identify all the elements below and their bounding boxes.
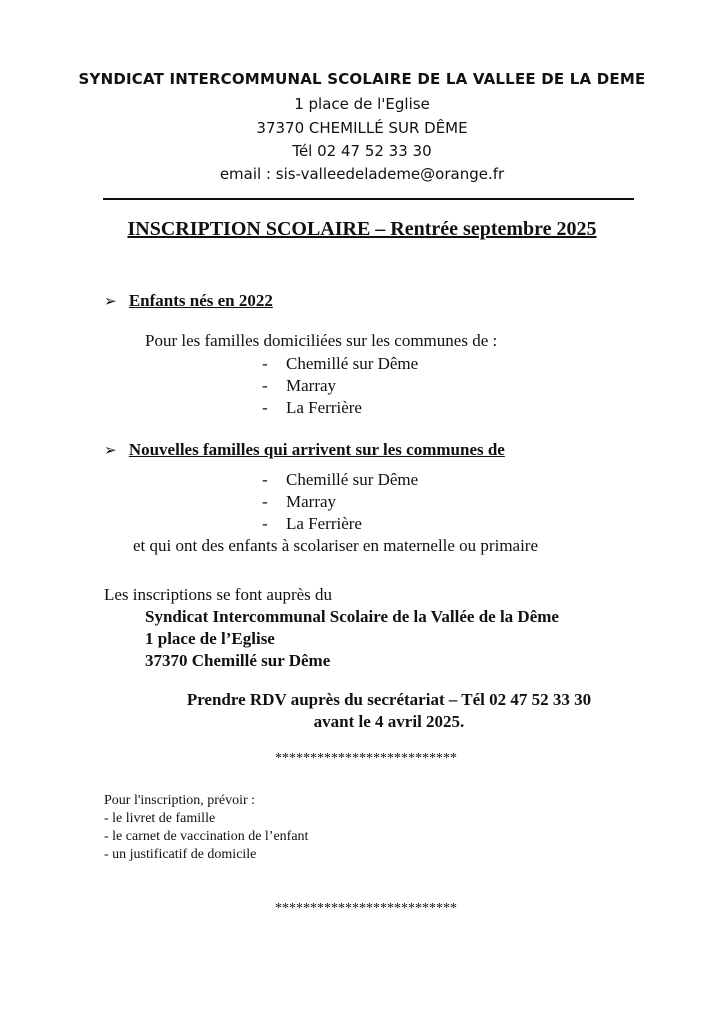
documents-intro: Pour l'inscription, prévoir : bbox=[104, 793, 256, 808]
section1-commune-item: - Marray bbox=[262, 376, 337, 395]
appointment-line1: Prendre RDV auprès du secrétariat – Tél 02 47 52 33 30 bbox=[186, 690, 592, 709]
page-title: INSCRIPTION SCOLAIRE – Rentrée septembre 2025 bbox=[127, 218, 597, 240]
arrow-bullet-icon: ➢ bbox=[104, 441, 117, 459]
section2-commune-item: - Marray bbox=[262, 492, 337, 511]
registration-organization: Syndicat Intercommunal Scolaire de la Vallée de la Dême bbox=[145, 607, 559, 626]
appointment-line2: avant le 4 avril 2025. bbox=[313, 712, 465, 731]
header-address: 1 place de l'Eglise bbox=[294, 95, 430, 113]
section1-intro: Pour les familles domiciliées sur les communes de : bbox=[145, 331, 498, 350]
documents-item: - le carnet de vaccination de l’enfant bbox=[104, 829, 309, 844]
header-organization: SYNDICAT INTERCOMMUNAL SCOLAIRE DE LA VALLEE DE LA DEME bbox=[78, 70, 646, 88]
section1-heading-row bbox=[104, 291, 273, 311]
section2-heading-row bbox=[104, 440, 505, 460]
section2-note: et qui ont des enfants à scolariser en maternelle ou primaire bbox=[133, 536, 539, 555]
header-email: email : sis-valleedelademe@orange.fr bbox=[219, 165, 505, 183]
registration-intro: Les inscriptions se font auprès du bbox=[104, 585, 333, 604]
separator-stars: ************************** bbox=[275, 751, 457, 766]
header-city: 37370 CHEMILLÉ SUR DÊME bbox=[256, 119, 468, 137]
header-phone: Tél 02 47 52 33 30 bbox=[292, 142, 432, 160]
separator-stars: ************************** bbox=[275, 901, 457, 916]
arrow-bullet-icon: ➢ bbox=[104, 292, 117, 310]
section1-commune-item: - Chemillé sur Dême bbox=[262, 354, 419, 373]
documents-item: - un justificatif de domicile bbox=[104, 847, 257, 862]
section2-commune-item: - Chemillé sur Dême bbox=[262, 470, 419, 489]
header-divider bbox=[103, 198, 634, 200]
registration-address: 1 place de l’Eglise bbox=[145, 629, 275, 648]
registration-city: 37370 Chemillé sur Dême bbox=[145, 651, 331, 670]
section2-heading: Nouvelles familles qui arrivent sur les communes de bbox=[128, 440, 505, 459]
section1-heading: Enfants nés en 2022 bbox=[128, 291, 273, 310]
section1-commune-item: - La Ferrière bbox=[262, 398, 362, 417]
section2-commune-item: - La Ferrière bbox=[262, 514, 362, 533]
documents-item: - le livret de famille bbox=[104, 811, 216, 826]
